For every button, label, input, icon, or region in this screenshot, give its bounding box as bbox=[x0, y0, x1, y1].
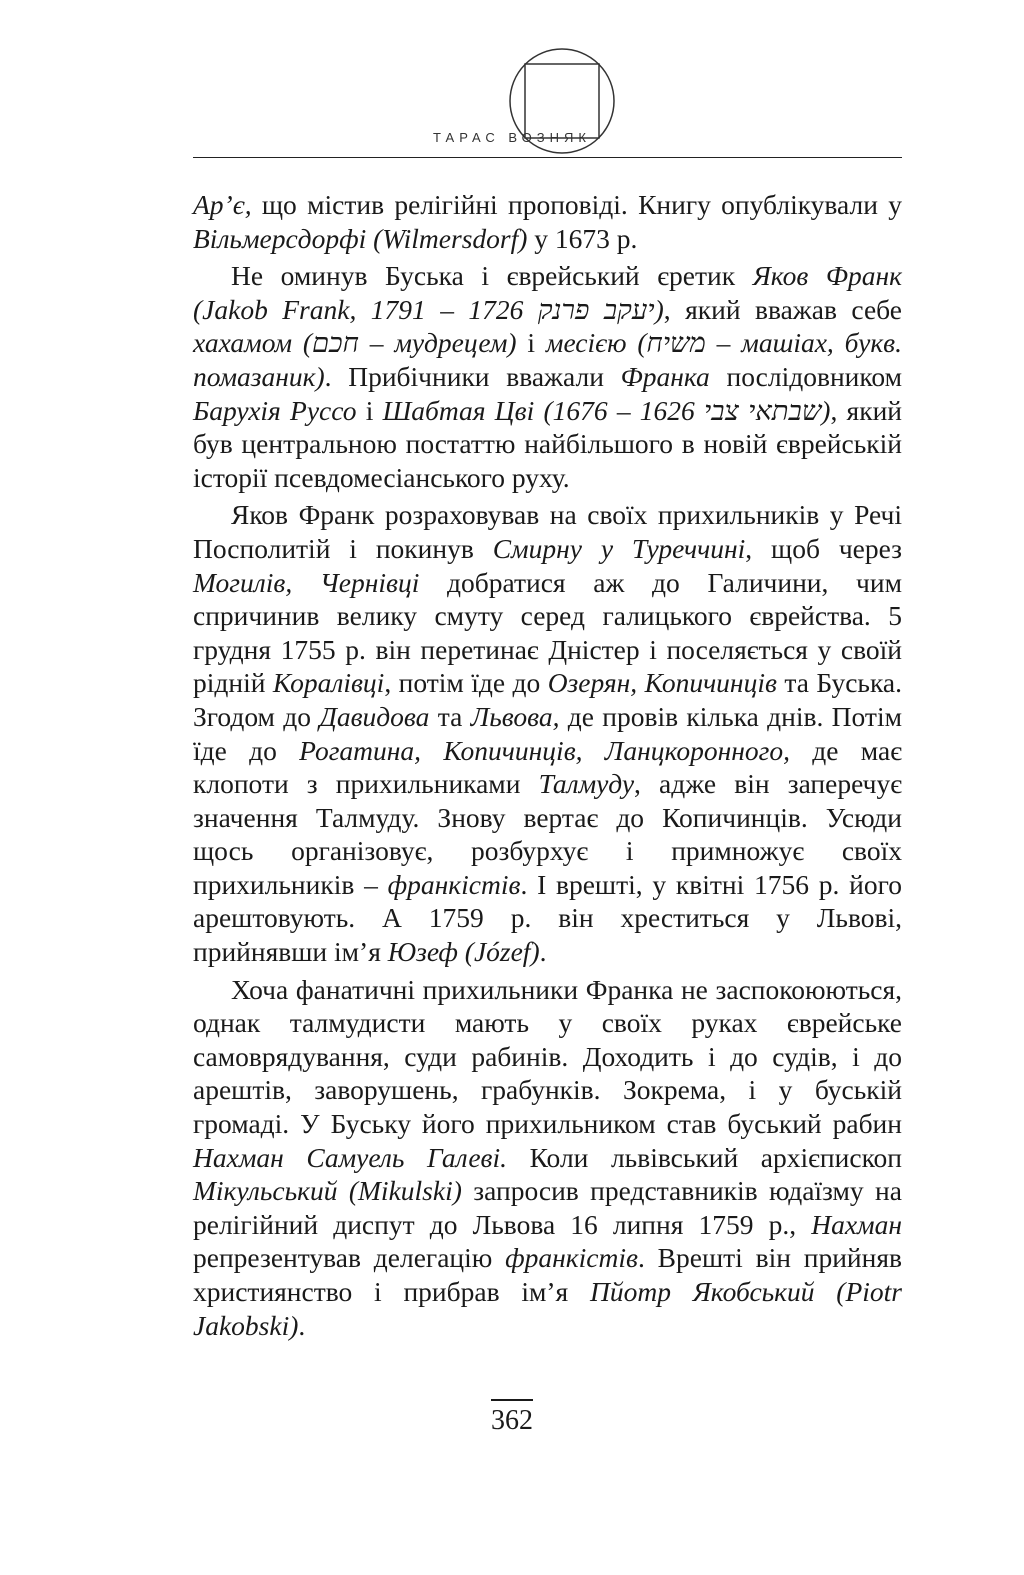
text-run: , адже він заперечує значення Талмуду. Знову вертає до Копичинців. Усюди щось організовує, розбурхує і примножує своїх прихильників – bbox=[193, 768, 902, 900]
italic-text-run: Мікульський (Mikulski) bbox=[193, 1175, 462, 1207]
text-run: Яков Франк розраховував на своїх прихильників у Речі Посполитій і покинув bbox=[193, 499, 902, 564]
text-run: де провів кілька днів. Потім їде до bbox=[193, 700, 902, 766]
text-run: репрезентував делегацію bbox=[193, 1242, 506, 1274]
paragraph bbox=[193, 498, 902, 968]
italic-text-run: хахамом (חכם – мудрецем) bbox=[193, 327, 517, 359]
text-run: , потім їде до bbox=[384, 667, 548, 699]
italic-text-run: Ар’є, bbox=[193, 189, 252, 220]
paragraph bbox=[193, 973, 902, 1343]
text-run: у 1673 р. bbox=[527, 222, 638, 254]
italic-text-run: Могилів, Чернівці bbox=[193, 566, 420, 598]
italic-text-run: Коралівці bbox=[272, 667, 385, 699]
text-run: , щоб через bbox=[745, 532, 903, 564]
header-rule bbox=[193, 157, 902, 158]
body-text bbox=[193, 188, 902, 1346]
text-run: . bbox=[539, 936, 547, 968]
italic-text-run: Вільмерсдорфі (Wilmersdorf) bbox=[193, 222, 528, 254]
text-run: та Буська. Згодом до bbox=[193, 667, 902, 732]
paragraph bbox=[193, 188, 902, 255]
italic-text-run: Нахман bbox=[811, 1208, 902, 1240]
page-number bbox=[0, 1405, 1024, 1437]
italic-text-run: Барухія Руссо bbox=[193, 394, 357, 426]
text-run: . Прибічники вважали bbox=[324, 360, 621, 392]
text-run: , який вважав себе bbox=[663, 293, 902, 325]
text-run: добратися аж до Галичини, чим спричинив велику смуту серед галицького єврейства. 5 грудня 1755 р. він перетинає Дністер і поселяється у своїй рідній bbox=[193, 566, 902, 699]
italic-text-run: Юзеф (Józef) bbox=[387, 936, 540, 968]
italic-text-run: Нахман Самуель Галеві. bbox=[193, 1141, 508, 1173]
italic-text-run: Львова, bbox=[470, 700, 560, 732]
italic-text-run: франкістів bbox=[387, 868, 521, 900]
text-run: . bbox=[298, 1309, 306, 1341]
italic-text-run: Давидова bbox=[319, 700, 430, 732]
text-run: . І врешті, у квітні 1756 р. його арештовують. А 1759 р. він хреститься у Львові, прийнявши ім’я bbox=[193, 868, 902, 968]
text-run: Не оминув Буська і єврейський єретик bbox=[231, 260, 753, 292]
text-run: запросив представників юдаїзму на релігійний диспут до Львова 16 липня 1759 р., bbox=[193, 1175, 902, 1240]
italic-text-run: Пйотр Якобський (Piotr Jakobski) bbox=[193, 1276, 902, 1341]
text-run: і bbox=[516, 327, 546, 359]
text-run: де має клопоти з прихильниками bbox=[193, 734, 902, 800]
text-run: і bbox=[356, 394, 383, 426]
running-head: ТАРАС ВОЗНЯК bbox=[433, 130, 591, 145]
italic-text-run: Смирну у Туреччині bbox=[492, 532, 746, 564]
italic-text-run: Яков Франк (Jakob Frank, יעקב פרנק 1726 – 1791) bbox=[193, 260, 902, 325]
text-run: Коли львівський архієпископ bbox=[507, 1141, 902, 1173]
text-run: Хоча фанатичні прихильники Франка не заспокоюються, однак талмудисти мають у своїх руках єврейське самоврядування, суди рабинів. Доходить і до судів, і до арештів, заворушень, грабунків. Зокрема, і у буській громаді. У Буську його прихильником став буський рабин bbox=[193, 973, 902, 1140]
italic-text-run: Франка bbox=[620, 360, 710, 392]
italic-text-run: месією (משיח – машіах, букв. помазаник) bbox=[193, 327, 902, 392]
italic-text-run: Озерян, Копичинців bbox=[547, 667, 777, 699]
italic-text-run: франкістів bbox=[505, 1242, 638, 1274]
italic-text-run: Шабтая Цві (שבתאי צבי 1626 – 1676) bbox=[382, 394, 831, 426]
text-run: послідовником bbox=[709, 360, 902, 392]
page-number-text: 362 bbox=[491, 1405, 533, 1436]
text-run: . Врешті він прийняв християнство і прибрав ім’я bbox=[193, 1242, 902, 1307]
italic-text-run: Рогатина, Копичинців, Ланцкоронного, bbox=[299, 734, 791, 766]
text-run: що містив релігійні проповіді. Книгу опублікували у bbox=[251, 189, 902, 220]
paragraph bbox=[193, 259, 902, 494]
italic-text-run: Талмуду bbox=[538, 768, 635, 800]
text-run: , який був центральною постаттю найбільшого в новій єврейській історії псевдомесіанського руху. bbox=[193, 394, 902, 493]
text-run: та bbox=[429, 700, 471, 732]
